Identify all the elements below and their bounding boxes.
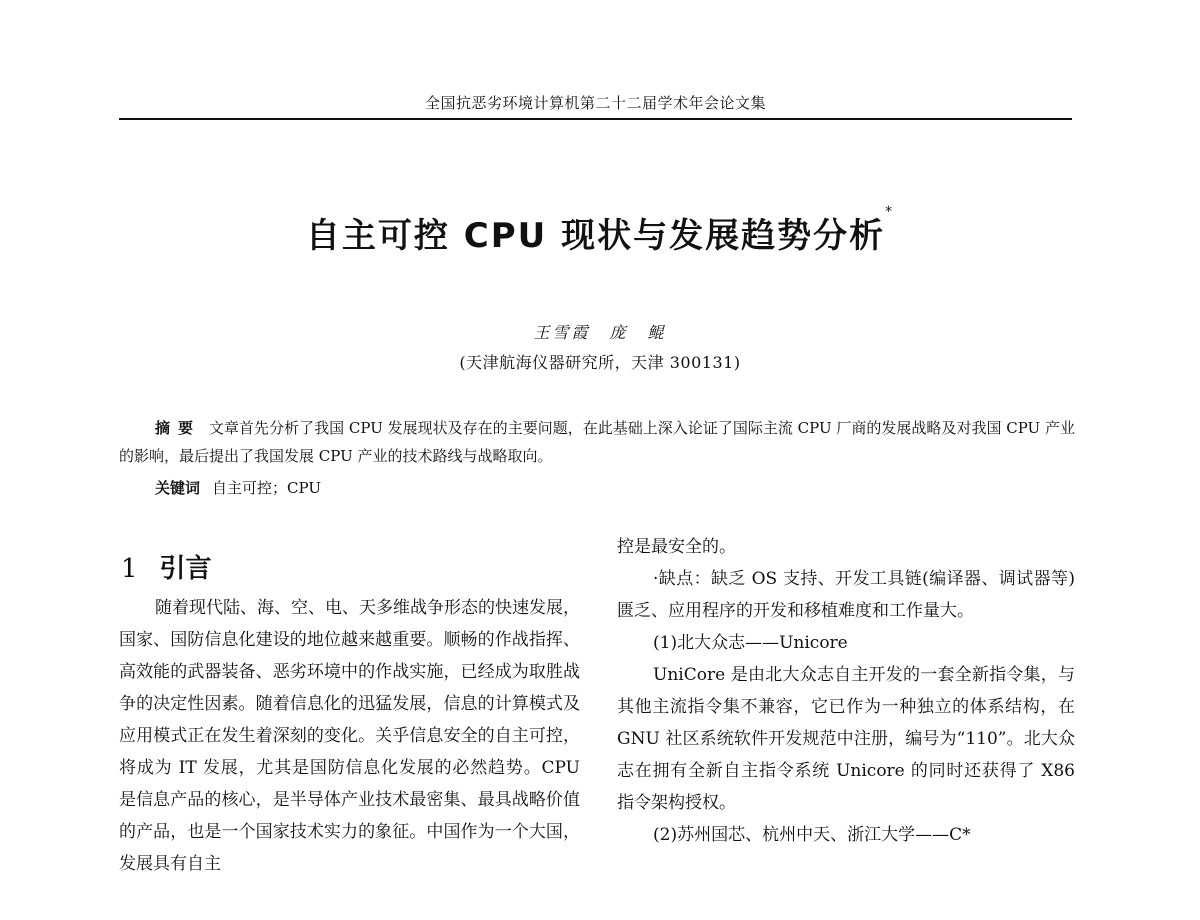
continuation-text: 控是最安全的。	[617, 537, 736, 557]
keywords-text: 自主可控；CPU	[212, 479, 321, 497]
intro-paragraph: 随着现代陆、海、空、电、天多维战争形态的快速发展，国家、国防信息化建设的地位越来越重要。顺畅的作战指挥、高效能的武器装备、恶劣环境中的作战实施，已经成为取胜战争的决定性因素。随着信息化的迅猛发展，信息的计算模式及应用模式正在发生着深刻的变化。关乎信息安全的自主可控，将成为 IT 发展，尤其是国防信息化发展的必然趋势。CPU 是信息产品的核心，是半导体产业技术最密集、最具战略价值的产品，也是一个国家技术实力的象征。中国作为一个大国，发展具有自主	[119, 598, 580, 874]
item1-paragraph: UniCore 是由北大众志自主开发的一套全新指令集，与其他主流指令集不兼容，它已作为一种独立的体系结构，在 GNU 社区系统软件开发规范中注册，编号为“110”。北大众志在拥有全新自主指令系统 Unicore 的同时还获得了 X86 指令架构授权。	[617, 665, 1075, 813]
paper-title-text: 自主可控 CPU 现状与发展趋势分析	[305, 216, 886, 256]
section-heading	[121, 548, 212, 585]
item2-heading-partial: (2)苏州国芯、杭州中天、浙江大学——C*	[653, 825, 971, 845]
keywords-label: 关键词	[155, 479, 201, 497]
header-rule	[119, 118, 1072, 120]
running-head: 全国抗恶劣环境计算机第二十二届学术年会论文集	[424, 94, 766, 112]
title-footnote-mark: *	[885, 204, 895, 220]
drawbacks-bullet: ·缺点：缺乏 OS 支持、开发工具链(编译器、调试器等)匮乏、应用程序的开发和移植难度和工作量大。	[617, 569, 1075, 621]
section-number: 1	[121, 554, 138, 584]
item1-heading: (1)北大众志——Unicore	[653, 633, 848, 653]
abstract-label: 摘要	[155, 419, 202, 437]
keywords	[155, 474, 321, 502]
section-title: 引言	[159, 554, 212, 584]
paper-title	[0, 204, 1200, 257]
abstract	[119, 414, 1075, 470]
abstract-text: 文章首先分析了我国 CPU 发展现状及存在的主要问题，在此基础上深入论证了国际主流 CPU 厂商的发展战略及对我国 CPU 产业的影响，最后提出了我国发展 CPU 产业的技术路线与战略取向。	[119, 419, 1075, 465]
left-column	[119, 592, 580, 880]
right-column	[617, 531, 1075, 851]
authors: 王雪霞 庞 鲲	[533, 323, 667, 342]
affiliation: (天津航海仪器研究所，天津 300131)	[459, 353, 741, 372]
